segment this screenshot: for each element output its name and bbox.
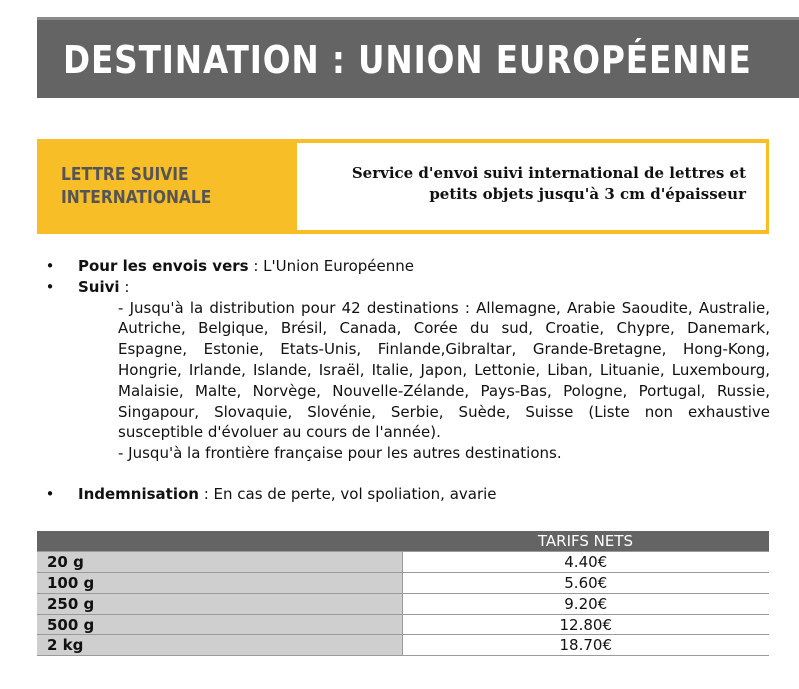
- service-description-line-1: Service d'envoi suivi international de lettres et: [351, 164, 746, 182]
- page-title: DESTINATION : UNION EUROPÉENNE: [63, 38, 752, 82]
- service-box: [37, 139, 769, 234]
- table-header-empty: [37, 531, 402, 552]
- bullet-icon: •: [45, 484, 55, 503]
- suivi-detail-2: - Jusqu'à la frontière française pour les autres destinations.: [118, 444, 562, 463]
- price-cell: 5.60€: [402, 573, 769, 594]
- table-header-tarifs: TARIFS NETS: [402, 531, 769, 552]
- indemnisation-value: : En cas de perte, vol spoliation, avarie: [198, 484, 497, 503]
- weight-cell: 20 g: [37, 552, 402, 573]
- service-name: [61, 163, 211, 209]
- list-item-destinations: [44, 256, 770, 277]
- destinations-label: Pour les envois vers: [78, 257, 249, 275]
- service-name-line-2: INTERNATIONALE: [61, 187, 212, 208]
- service-description-line-2: petits objets jusqu'à 3 cm d'épaisseur: [429, 185, 746, 203]
- weight-cell: 250 g: [37, 593, 402, 614]
- suivi-colon: :: [119, 277, 130, 296]
- table-row: [37, 573, 769, 594]
- suivi-detail: [44, 298, 770, 464]
- weight-cell: 2 kg: [37, 635, 402, 656]
- bullet-icon: •: [45, 277, 55, 296]
- table-row: [37, 614, 769, 635]
- destinations-value: : L'Union Européenne: [248, 257, 414, 275]
- weight-cell: 500 g: [37, 614, 402, 635]
- indemnisation-label: Indemnisation: [78, 484, 199, 503]
- suivi-label: Suivi: [78, 277, 120, 296]
- weight-cell: 100 g: [37, 573, 402, 594]
- tarifs-table: [37, 531, 769, 656]
- list-item-suivi: [44, 277, 770, 298]
- suivi-detail-1: - Jusqu'à la distribution pour 42 destinations : Allemagne, Arabie Saoudite, Australie, Autriche, Belgique, Brésil, Canada, Corée du sud, Croatie, Chypre, Danemark, Espagne, Estonie, Etats-Unis, Finlande,Gibraltar, Grande-Bretagne, Hong-Kong, Hongrie, Irlande, Islande, Israël, Italie, Japon, Lettonie, Liban, Lituanie, Luxembourg, Malaisie, Malte, Norvège, Nouvelle-Zélande, Pays-Bas, Pologne, Portugal, Russie, Singapour, Slovaquie, Slovénie, Serbie, Suède, Suisse (Liste non exhaustive susceptible d'évoluer au cours de l'année).: [118, 298, 770, 442]
- service-description: [316, 163, 746, 205]
- table-row: [37, 593, 769, 614]
- bullet-icon: •: [45, 257, 55, 275]
- page-banner: [37, 17, 799, 98]
- table-row: [37, 552, 769, 573]
- price-cell: 4.40€: [402, 552, 769, 573]
- table-header-row: [37, 531, 769, 552]
- price-cell: 9.20€: [402, 593, 769, 614]
- service-description-box: [297, 143, 766, 230]
- service-name-line-1: LETTRE SUIVIE: [61, 164, 189, 185]
- list-item-indemnisation: [44, 484, 770, 505]
- info-list: [44, 256, 770, 505]
- price-cell: 18.70€: [402, 635, 769, 656]
- table-row: [37, 635, 769, 656]
- price-cell: 12.80€: [402, 614, 769, 635]
